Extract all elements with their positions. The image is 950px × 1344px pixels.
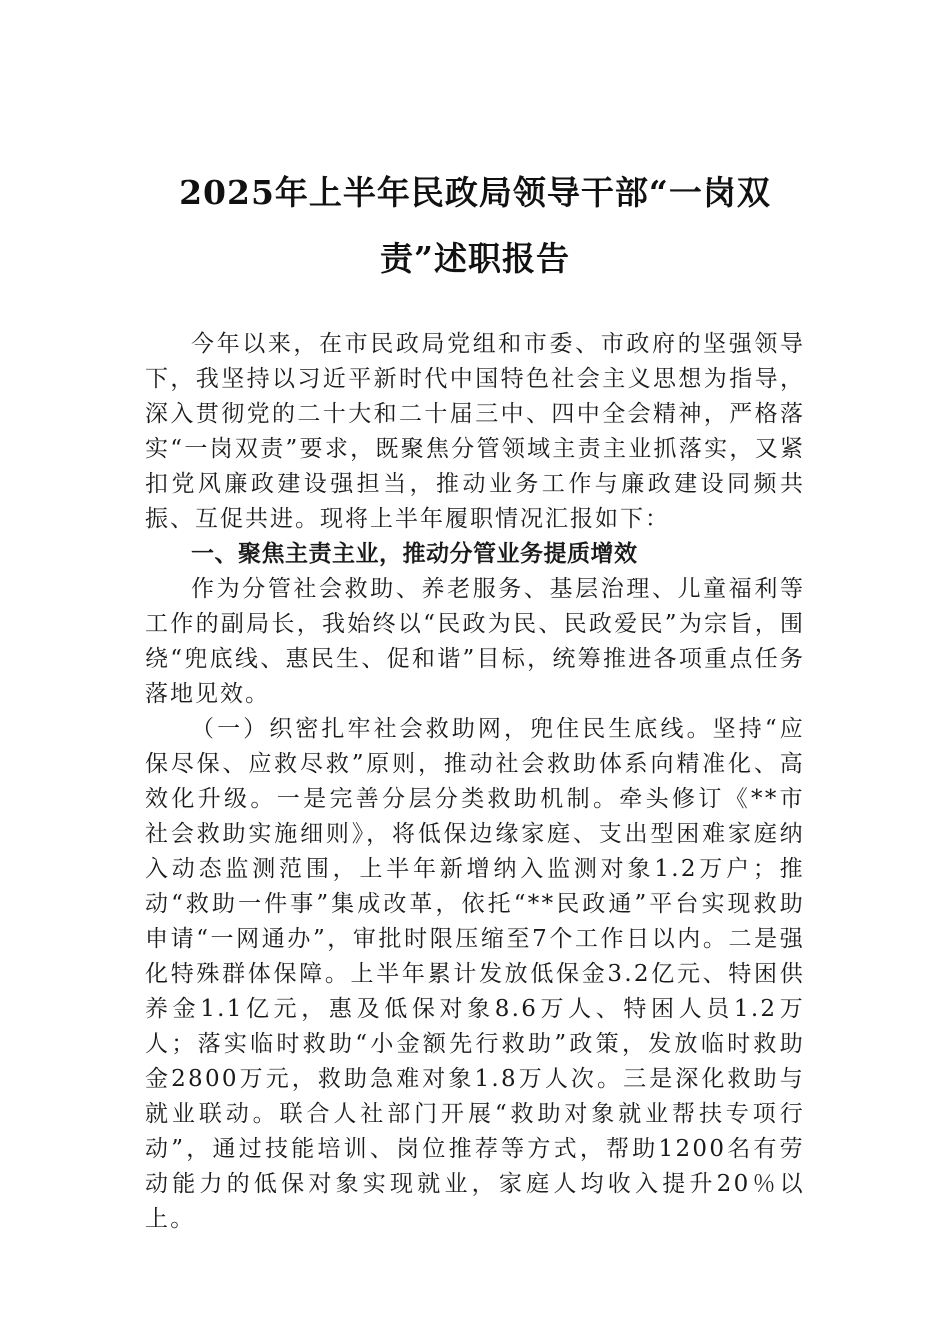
title-line-2: 责”述职报告 [380, 239, 570, 278]
section-1-intro-paragraph: 作为分管社会救助、养老服务、基层治理、儿童福利等工作的副局长，我始终以“民政为民、民政爱民”为宗旨，围绕“兜底线、惠民生、促和谐”目标，统筹推进各项重点任务落地见效。 [145, 576, 805, 707]
subsection-1-paragraph: （一）织密扎牢社会救助网，兜住民生底线。坚持“应保尽保、应救尽救”原则，推动社会救助体系向精准化、高效化升级。一是完善分层分类救助机制。牵头修订《**市社会救助实施细则》，将低保边缘家庭、支出型困难家庭纳入动态监测范围，上半年新增纳入监测对象1.2万户；推动“救助一件事”集成改革，依托“**民政通”平台实现救助申请“一网通办”，审批时限压缩至7个工作日以内。二是强化特殊群体保障。上半年累计发放低保金3.2亿元、特困供养金1.1亿元，惠及低保对象8.6万人、特困人员1.2万人；落实临时救助“小金额先行救助”政策，发放临时救助金2800万元，救助急难对象1.8万人次。三是深化救助与就业联动。联合人社部门开展“救助对象就业帮扶专项行动”，通过技能培训、岗位推荐等方式，帮助1200名有劳动能力的低保对象实现就业，家庭人均收入提升20％以上。 [145, 716, 805, 1232]
intro-paragraph: 今年以来，在市民政局党组和市委、市政府的坚强领导下，我坚持以习近平新时代中国特色社会主义思想为指导，深入贯彻党的二十大和二十届三中、四中全会精神，严格落实“一岗双责”要求，既聚焦分管领域主责主业抓落实，又紧扣党风廉政建设强担当，推动业务工作与廉政建设同频共振、互促共进。现将上半年履职情况汇报如下： [145, 331, 805, 532]
document-body [145, 327, 805, 1237]
document-title [145, 160, 805, 292]
section-heading-1: 一、聚焦主责主业，推动分管业务提质增效 [191, 541, 638, 567]
title-line-1: 2025年上半年民政局领导干部“一岗双 [179, 173, 771, 212]
